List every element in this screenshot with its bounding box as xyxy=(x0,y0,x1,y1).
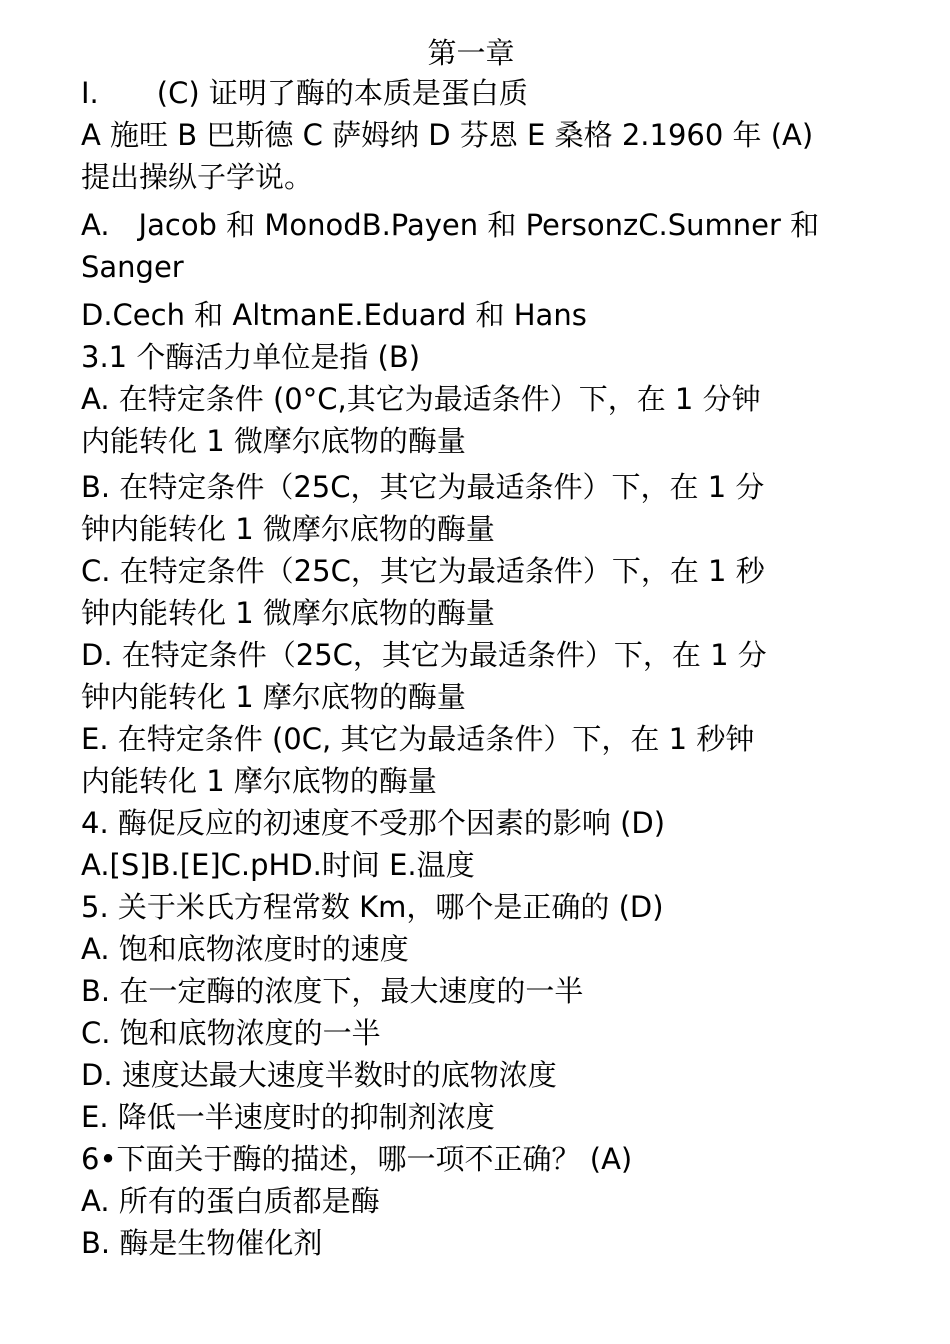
question-5-option-b: B. 在一定酶的浓度下，最大速度的一半 xyxy=(81,974,584,1008)
question-3-option-c-line-2: 钟内能转化 1 微摩尔底物的酶量 xyxy=(81,596,495,630)
question-3-option-d-line-2: 钟内能转化 1 摩尔底物的酶量 xyxy=(81,680,466,714)
question-4: 4. 酶促反应的初速度不受那个因素的影响 (D) xyxy=(81,806,666,840)
question-2-options-line-3: D.Cech 和 AltmanE.Eduard 和 Hans xyxy=(81,298,587,332)
question-3-option-e-line-2: 内能转化 1 摩尔底物的酶量 xyxy=(81,764,437,798)
question-2-stem: 提出操纵子学说。 xyxy=(81,160,314,194)
question-3-option-d-line-1: D. 在特定条件（25C，其它为最适条件）下，在 1 分 xyxy=(81,638,767,672)
chapter-title: 第一章 xyxy=(427,36,515,70)
question-6: 6•下面关于酶的描述，哪一项不正确？ (A) xyxy=(81,1142,633,1176)
question-3: 3.1 个酶活力单位是指 (B) xyxy=(81,340,421,374)
question-3-option-a-line-1: A. 在特定条件 (0°C,其它为最适条件）下，在 1 分钟 xyxy=(81,382,761,416)
question-3-option-a-line-2: 内能转化 1 微摩尔底物的酶量 xyxy=(81,424,466,458)
question-3-option-b-line-1: B. 在特定条件（25C，其它为最适条件）下，在 1 分 xyxy=(81,470,765,504)
question-1: I. (C) 证明了酶的本质是蛋白质 xyxy=(81,76,528,110)
question-6-option-b: B. 酶是生物催化剂 xyxy=(81,1226,323,1260)
question-3-option-c-line-1: C. 在特定条件（25C，其它为最适条件）下，在 1 秒 xyxy=(81,554,765,588)
question-6-option-a: A. 所有的蛋白质都是酶 xyxy=(81,1184,380,1218)
question-5-option-a: A. 饱和底物浓度时的速度 xyxy=(81,932,409,966)
question-2-options-line-2: Sanger xyxy=(81,250,184,284)
question-5-option-d: D. 速度达最大速度半数时的底物浓度 xyxy=(81,1058,557,1092)
question-3-option-b-line-2: 钟内能转化 1 微摩尔底物的酶量 xyxy=(81,512,495,546)
document-page xyxy=(81,34,861,1264)
question-2-options-line-1: A. Jacob 和 MonodB.Payen 和 PersonzC.Sumner 和 xyxy=(81,208,820,242)
question-5: 5. 关于米氏方程常数 Km，哪个是正确的 (D) xyxy=(81,890,664,924)
question-1-options: A 施旺 B 巴斯德 C 萨姆纳 D 芬恩 E 桑格 2.1960 年 (A) xyxy=(81,118,814,152)
question-4-options: A.[S]B.[E]C.pHD.时间 E.温度 xyxy=(81,848,475,882)
question-5-option-c: C. 饱和底物浓度的一半 xyxy=(81,1016,381,1050)
question-5-option-e: E. 降低一半速度时的抑制剂浓度 xyxy=(81,1100,495,1134)
question-3-option-e-line-1: E. 在特定条件 (0C, 其它为最适条件）下，在 1 秒钟 xyxy=(81,722,755,756)
